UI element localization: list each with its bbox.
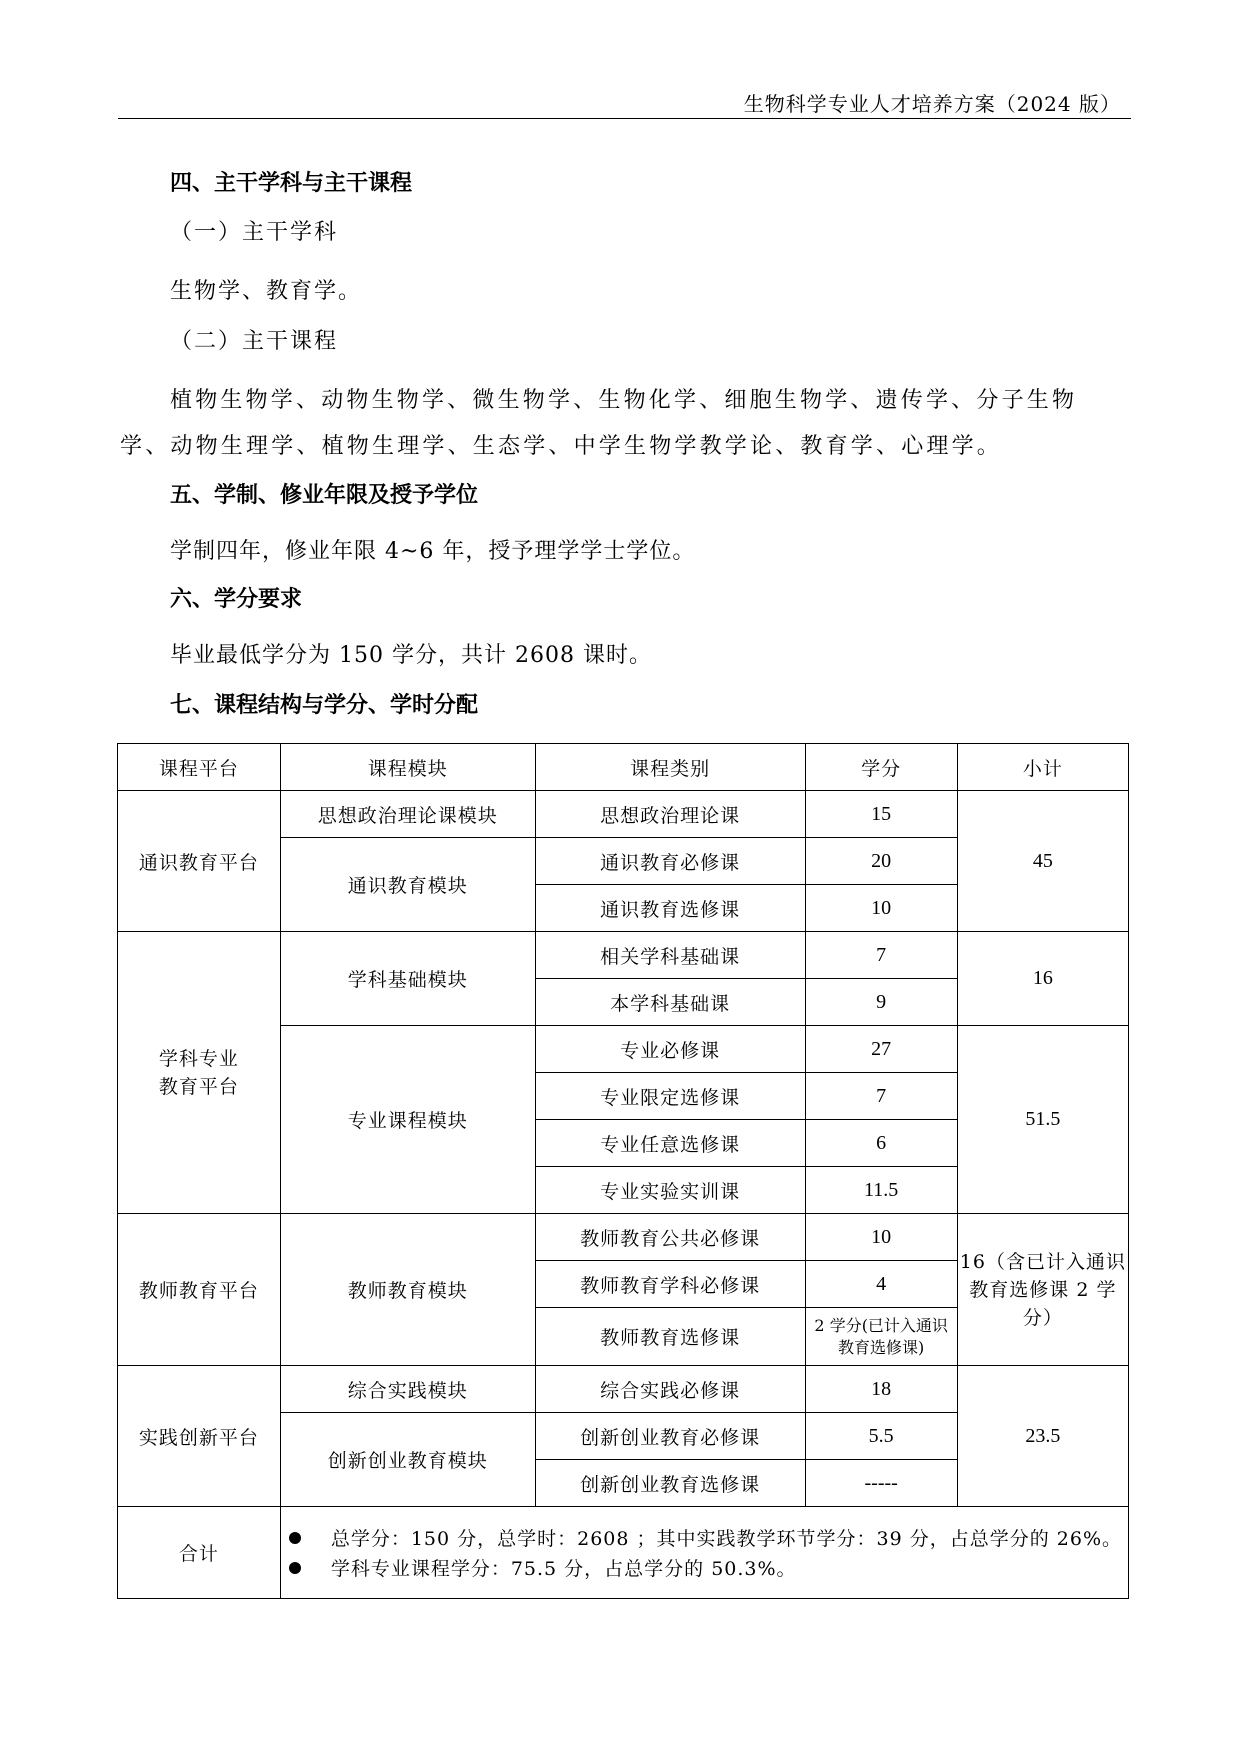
table-row [118,932,1129,979]
table-row [118,1366,1129,1413]
header-module: 课程模块 [280,744,535,791]
category-cell: 通识教育选修课 [535,885,805,932]
bullet-icon [289,1562,301,1574]
category-cell: 专业任意选修课 [535,1120,805,1167]
bullet-icon [289,1532,301,1544]
category-cell: 专业实验实训课 [535,1167,805,1214]
credit-cell: ----- [805,1460,957,1507]
category-cell: 本学科基础课 [535,979,805,1026]
header-category: 课程类别 [535,744,805,791]
category-cell: 教师教育选修课 [535,1308,805,1366]
credit-cell: 10 [805,885,957,932]
category-cell: 专业必修课 [535,1026,805,1073]
summary-text: 总学分：150 分，总学时：2608 ；其中实践教学环节学分：39 分，占总学分的 26%。 [330,1528,1122,1550]
section-5-heading: 五、学制、修业年限及授予学位 [170,483,479,508]
credit-cell: 7 [805,932,957,979]
header-divider [118,118,1131,119]
platform-teacher: 教师教育平台 [118,1214,281,1366]
credit-structure-table [117,743,1129,1599]
section-4-sub2-text: 植物生物学、动物生物学、微生物学、生物化学、细胞生物学、遗传学、分子生物学、动物生理学、植物生理学、生态学、中学生物学教学论、教育学、心理学。 [120,388,1078,459]
section-5-text: 学制四年，修业年限 4~6 年，授予理学学士学位。 [170,539,696,564]
module-innovation: 创新创业教育模块 [280,1413,535,1507]
category-cell: 教师教育学科必修课 [535,1261,805,1308]
credit-cell: 9 [805,979,957,1026]
platform-total: 合计 [118,1507,281,1599]
section-4-heading: 四、主干学科与主干课程 [170,171,413,196]
summary-item [287,1553,1122,1583]
table-row [118,791,1129,838]
platform-subject: 学科专业 教育平台 [118,932,281,1214]
credit-cell: 2 学分(已计入通识教育选修课) [805,1308,957,1366]
table-row [118,1214,1129,1261]
section-6-heading: 六、学分要求 [170,587,303,612]
category-cell: 相关学科基础课 [535,932,805,979]
category-cell: 思想政治理论课 [535,791,805,838]
credit-cell: 6 [805,1120,957,1167]
header-credit: 学分 [805,744,957,791]
summary-item [287,1523,1122,1553]
module-subject-basic: 学科基础模块 [280,932,535,1026]
category-cell: 创新创业教育必修课 [535,1413,805,1460]
credit-cell: 20 [805,838,957,885]
credit-cell: 18 [805,1366,957,1413]
subtotal-practice: 23.5 [957,1366,1128,1507]
module-general-edu: 通识教育模块 [280,838,535,932]
section-4-sub1-text: 生物学、教育学。 [170,279,363,304]
section-4-sub1: （一）主干学科 [170,220,339,245]
subtotal-subject-basic: 16 [957,932,1128,1026]
category-cell: 综合实践必修课 [535,1366,805,1413]
credit-cell: 7 [805,1073,957,1120]
category-cell: 创新创业教育选修课 [535,1460,805,1507]
subtotal-general: 45 [957,791,1128,932]
category-cell: 专业限定选修课 [535,1073,805,1120]
credit-cell: 10 [805,1214,957,1261]
module-ideology: 思想政治理论课模块 [280,791,535,838]
section-6-text: 毕业最低学分为 150 学分，共计 2608 课时。 [170,643,652,668]
module-practice: 综合实践模块 [280,1366,535,1413]
summary-cell [280,1507,1128,1599]
category-cell: 教师教育公共必修课 [535,1214,805,1261]
summary-text: 学科专业课程学分：75.5 分，占总学分的 50.3%。 [330,1558,797,1580]
module-teacher-edu: 教师教育模块 [280,1214,535,1366]
table-header-row [118,744,1129,791]
category-cell: 通识教育必修课 [535,838,805,885]
section-4-sub2: （二）主干课程 [170,329,339,354]
platform-general: 通识教育平台 [118,791,281,932]
header-subtotal: 小计 [957,744,1128,791]
header-platform: 课程平台 [118,744,281,791]
platform-practice: 实践创新平台 [118,1366,281,1507]
credit-cell: 4 [805,1261,957,1308]
credit-cell: 27 [805,1026,957,1073]
credit-cell: 5.5 [805,1413,957,1460]
section-7-heading: 七、课程结构与学分、学时分配 [170,693,479,718]
credit-cell: 15 [805,791,957,838]
total-row [118,1507,1129,1599]
subtotal-major-course: 51.5 [957,1026,1128,1214]
page-header-title: 生物科学专业人才培养方案（2024 版） [743,92,1121,116]
credit-cell: 11.5 [805,1167,957,1214]
subtotal-teacher: 16（含已计入通识教育选修课 2 学分） [957,1214,1128,1366]
module-major-course: 专业课程模块 [280,1026,535,1214]
